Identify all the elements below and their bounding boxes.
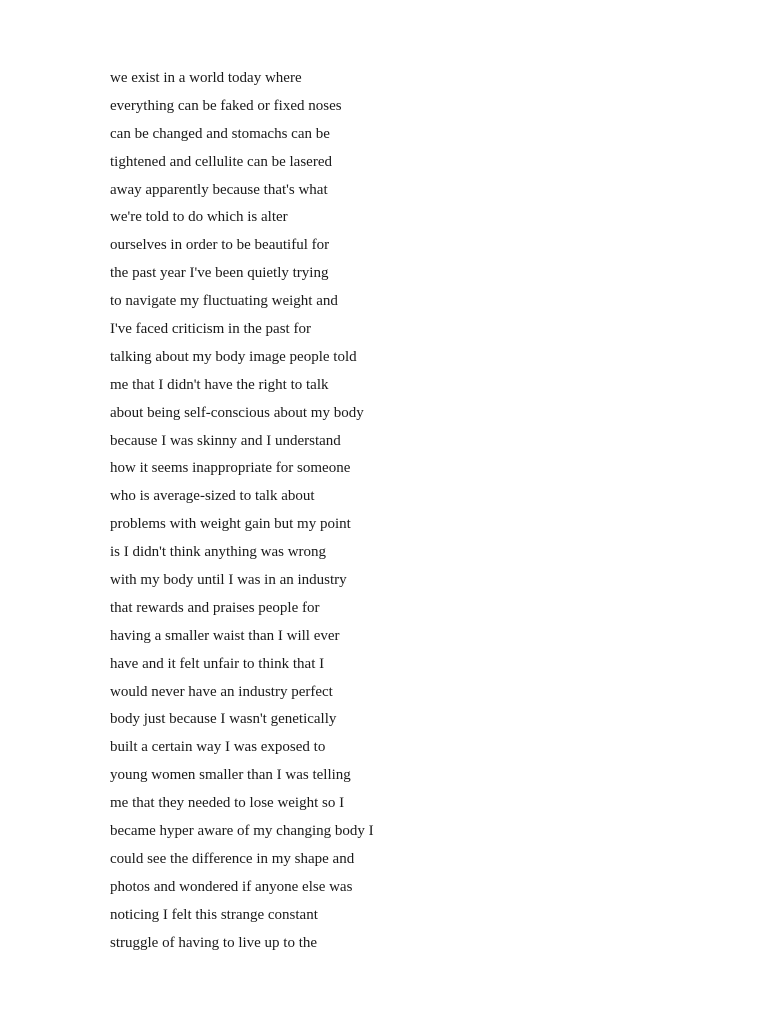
- text-line: how it seems inappropriate for someone: [110, 460, 351, 477]
- text-line: body just because I wasn't genetically: [110, 711, 337, 728]
- text-line: young women smaller than I was telling: [110, 767, 351, 784]
- text-line: tightened and cellulite can be lasered: [110, 153, 332, 170]
- text-line: photos and wondered if anyone else was: [110, 878, 353, 895]
- text-line: we exist in a world today where: [110, 70, 302, 86]
- text-line: because I was skinny and I understand: [110, 432, 341, 449]
- text-line: that rewards and praises people for: [110, 599, 320, 616]
- text-line: we're told to do which is alter: [110, 209, 288, 226]
- text-line: could see the difference in my shape and: [110, 850, 355, 867]
- text-line: the past year I've been quietly trying: [110, 265, 329, 282]
- text-line: I've faced criticism in the past for: [110, 321, 311, 338]
- text-line: to navigate my fluctuating weight and: [110, 293, 338, 310]
- text-line: problems with weight gain but my point: [110, 516, 351, 533]
- text-line: built a certain way I was exposed to: [110, 739, 326, 756]
- text-line: everything can be faked or fixed noses: [110, 97, 342, 114]
- text-line: who is average-sized to talk about: [110, 488, 315, 505]
- text-line: talking about my body image people told: [110, 348, 357, 365]
- text-line: can be changed and stomachs can be: [110, 125, 330, 142]
- text-line: about being self-conscious about my body: [110, 404, 364, 421]
- text-line: having a smaller waist than I will ever: [110, 627, 340, 644]
- text-line: ourselves in order to be beautiful for: [110, 237, 330, 254]
- text-line: have and it felt unfair to think that I: [110, 655, 325, 672]
- text-line: became hyper aware of my changing body I: [110, 823, 374, 840]
- text-line: with my body until I was in an industry: [110, 572, 347, 589]
- text-line: is I didn't think anything was wrong: [110, 544, 327, 561]
- text-line: noticing I felt this strange constant: [110, 906, 318, 923]
- transcript-text: [110, 65, 710, 958]
- text-line: me that they needed to lose weight so I: [110, 795, 345, 812]
- text-line: would never have an industry perfect: [110, 683, 333, 700]
- text-line: me that I didn't have the right to talk: [110, 376, 329, 393]
- text-line: away apparently because that's what: [110, 181, 328, 198]
- text-line: struggle of having to live up to the: [110, 934, 318, 951]
